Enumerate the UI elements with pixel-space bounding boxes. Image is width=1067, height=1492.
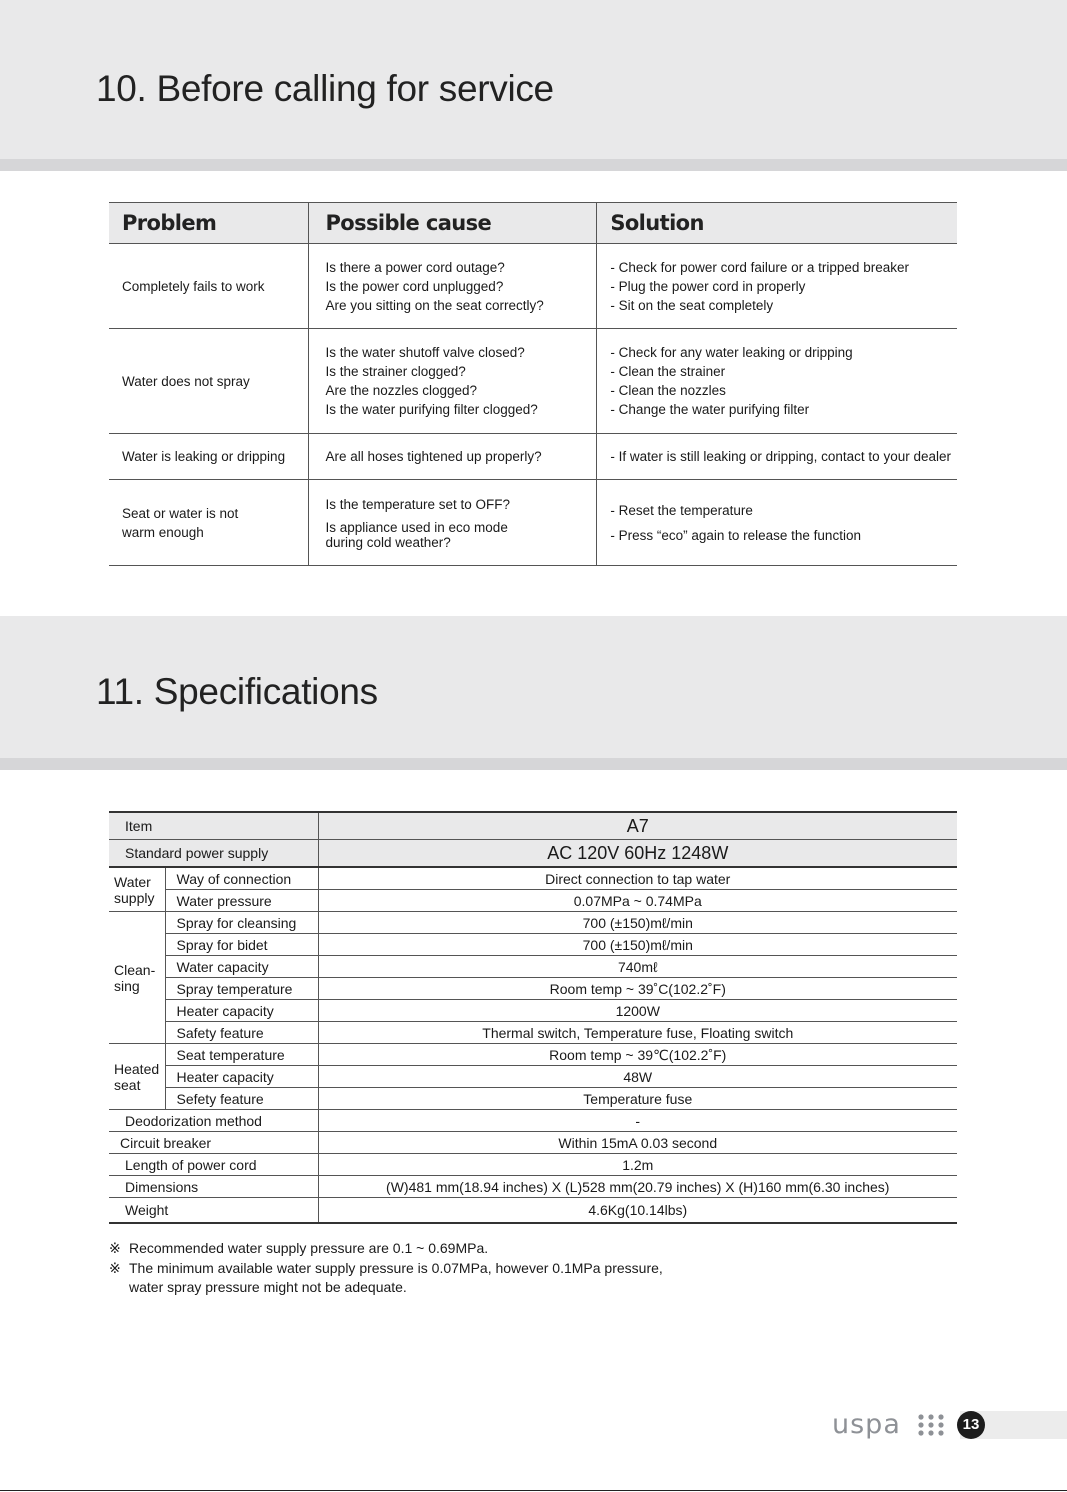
spec-label: Weight xyxy=(109,1198,318,1224)
table-row xyxy=(109,1022,957,1044)
dots-logo-icon xyxy=(917,1413,945,1437)
spec-value: 48W xyxy=(318,1066,957,1088)
table-row xyxy=(109,840,957,868)
spec-label: Length of power cord xyxy=(109,1154,318,1176)
spec-value: 700 (±150)mℓ/min xyxy=(318,934,957,956)
table-row xyxy=(109,1110,957,1132)
section-header-bar xyxy=(0,758,1067,770)
solution-text: - Clean the nozzles xyxy=(610,383,726,398)
note-text-continued: water spray pressure might not be adequate. xyxy=(129,1279,407,1295)
cause-text: Is the strainer clogged? xyxy=(325,364,466,379)
spec-value: Room temp ~ 39℃(102.2˚F) xyxy=(318,1044,957,1066)
spec-group-water-supply: Water supply xyxy=(109,867,165,912)
cause-text: during cold weather? xyxy=(325,535,451,550)
cause-cell xyxy=(309,480,597,566)
problem-text: Completely fails to work xyxy=(122,278,265,294)
reference-mark-icon: ※ xyxy=(109,1240,121,1256)
section-header-specifications xyxy=(0,616,1067,770)
table-row xyxy=(109,978,957,1000)
spec-label: Heater capacity xyxy=(165,1000,318,1022)
problem-cell xyxy=(109,480,309,566)
spec-value: Within 15mA 0.03 second xyxy=(318,1132,957,1154)
cause-text: Is appliance used in eco mode xyxy=(325,520,508,535)
cause-text: Are the nozzles clogged? xyxy=(325,383,478,398)
problem-text: Seat or water is not xyxy=(122,505,239,521)
table-row xyxy=(109,244,957,329)
problem-text: warm enough xyxy=(122,524,204,540)
solution-text: - Change the water purifying filter xyxy=(610,402,810,417)
solution-text: - Sit on the seat completely xyxy=(610,297,774,313)
reference-mark-icon: ※ xyxy=(109,1259,121,1276)
spec-value: Temperature fuse xyxy=(318,1088,957,1110)
table-row xyxy=(109,867,957,890)
spec-label: Spray for bidet xyxy=(165,934,318,956)
spec-value: Direct connection to tap water xyxy=(318,867,957,890)
solution-cell xyxy=(597,329,957,434)
spec-label: Water pressure xyxy=(165,890,318,912)
spec-label: Water capacity xyxy=(165,956,318,978)
section-title-specifications: 11. Specifications xyxy=(96,671,378,712)
solution-cell xyxy=(597,244,957,329)
troubleshooting-header-row xyxy=(109,203,957,244)
spec-label: Dimensions xyxy=(109,1176,318,1198)
table-row xyxy=(109,890,957,912)
troubleshooting-table xyxy=(109,202,957,566)
solution-text: - Check for power cord failure or a tripped breaker xyxy=(610,259,909,275)
cause-text: Are all hoses tightened up properly? xyxy=(325,449,542,464)
header-possible-cause: Possible cause xyxy=(309,203,597,244)
spec-label: Sefety feature xyxy=(165,1088,318,1110)
section-title-service: 10. Before calling for service xyxy=(96,68,554,109)
problem-text: Water does not spray xyxy=(122,373,250,389)
spec-label: Safety feature xyxy=(165,1022,318,1044)
spec-label: Deodorization method xyxy=(109,1110,318,1132)
spec-value: 1200W xyxy=(318,1000,957,1022)
cause-text: Is the power cord unplugged? xyxy=(325,278,504,294)
table-row xyxy=(109,1066,957,1088)
table-row xyxy=(109,480,957,566)
solution-cell xyxy=(597,434,957,480)
spec-value: 740mℓ xyxy=(318,956,957,978)
spec-group-heated-seat: Heated seat xyxy=(109,1044,165,1110)
solution-text: - Press “eco” again to release the function xyxy=(610,527,861,543)
section-header-service xyxy=(0,0,1067,171)
spec-value: AC 120V 60Hz 1248W xyxy=(318,840,957,868)
spec-label: Standard power supply xyxy=(109,840,318,868)
table-row xyxy=(109,1088,957,1110)
solution-text: - If water is still leaking or dripping, contact to your dealer xyxy=(610,449,951,464)
header-solution: Solution xyxy=(597,203,957,244)
cause-text: Is the temperature set to OFF? xyxy=(325,497,511,512)
spec-group-cleansing: Clean-sing xyxy=(109,912,165,1044)
table-row xyxy=(109,1132,957,1154)
problem-text: Water is leaking or dripping xyxy=(122,449,286,464)
spec-notes xyxy=(109,1239,663,1298)
table-row xyxy=(109,912,957,934)
spec-item-header: Item xyxy=(109,812,318,840)
spec-value: 700 (±150)mℓ/min xyxy=(318,912,957,934)
table-row xyxy=(109,1154,957,1176)
cause-cell xyxy=(309,329,597,434)
brand-logo: uspa xyxy=(832,1409,901,1440)
cause-cell xyxy=(309,434,597,480)
bottom-rule xyxy=(0,1490,1067,1491)
section-header-bar xyxy=(0,159,1067,171)
spec-value: 1.2m xyxy=(318,1154,957,1176)
solution-text: - Check for any water leaking or dripping xyxy=(610,345,853,360)
spec-model-header: A7 xyxy=(318,812,957,840)
cause-text: Is the water shutoff valve closed? xyxy=(325,345,525,360)
spec-label: Way of connection xyxy=(165,867,318,890)
spec-label: Heater capacity xyxy=(165,1066,318,1088)
cause-cell xyxy=(309,244,597,329)
header-problem: Problem xyxy=(109,203,309,244)
table-row xyxy=(109,1000,957,1022)
specifications-table xyxy=(109,811,957,1224)
note-item xyxy=(109,1239,663,1259)
solution-text: - Plug the power cord in properly xyxy=(610,278,806,294)
spec-label: Spray for cleansing xyxy=(165,912,318,934)
problem-cell xyxy=(109,244,309,329)
spec-value: 4.6Kg(10.14lbs) xyxy=(318,1198,957,1224)
spec-value: Room temp ~ 39˚C(102.2˚F) xyxy=(318,978,957,1000)
table-row xyxy=(109,1044,957,1066)
cause-text: Are you sitting on the seat correctly? xyxy=(325,297,544,313)
spec-value: Thermal switch, Temperature fuse, Floating switch xyxy=(318,1022,957,1044)
page-number-badge: 13 xyxy=(957,1411,985,1439)
note-item xyxy=(109,1259,663,1279)
spec-value: (W)481 mm(18.94 inches) X (L)528 mm(20.79 inches) X (H)160 mm(6.30 inches) xyxy=(318,1176,957,1198)
table-row xyxy=(109,434,957,480)
spec-label: Circuit breaker xyxy=(109,1132,318,1154)
note-text: Recommended water supply pressure are 0.1 ~ 0.69MPa. xyxy=(129,1240,489,1256)
note-text: The minimum available water supply pressure is 0.07MPa, however 0.1MPa pressure, xyxy=(129,1259,663,1276)
spec-value: - xyxy=(318,1110,957,1132)
spec-header-row xyxy=(109,812,957,840)
solution-text: - Reset the temperature xyxy=(610,502,753,518)
cause-text: Is there a power cord outage? xyxy=(325,259,505,275)
problem-cell xyxy=(109,329,309,434)
table-row xyxy=(109,1176,957,1198)
table-row xyxy=(109,934,957,956)
problem-cell xyxy=(109,434,309,480)
table-row xyxy=(109,956,957,978)
spec-label: Seat temperature xyxy=(165,1044,318,1066)
spec-value: 0.07MPa ~ 0.74MPa xyxy=(318,890,957,912)
table-row xyxy=(109,1198,957,1224)
solution-cell xyxy=(597,480,957,566)
solution-text: - Clean the strainer xyxy=(610,364,726,379)
table-row xyxy=(109,329,957,434)
cause-text: Is the water purifying filter clogged? xyxy=(325,402,538,417)
spec-label: Spray temperature xyxy=(165,978,318,1000)
